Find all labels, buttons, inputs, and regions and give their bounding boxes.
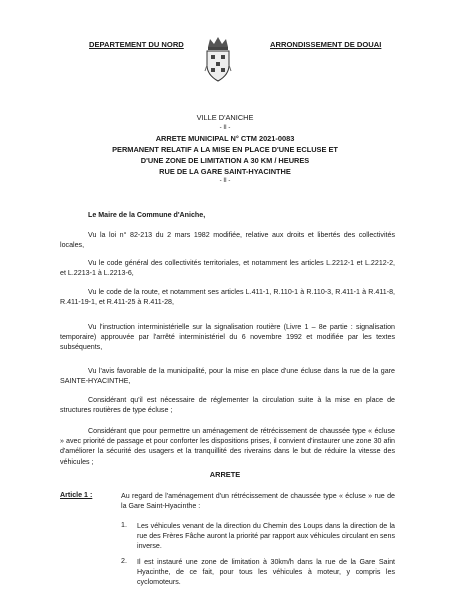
vu-paragraph-4: Vu l'instruction interministérielle sur la signalisation routière (Livre 1 – 8e partie : signalisation temporaire) approuvée par l'arrêté interministériel du 6 novembre 1992 et modifiée par les textes subséquents, bbox=[60, 323, 395, 352]
considerant-paragraph-1: Considérant qu'il est nécessaire de réglementer la circulation suite à la mise en place de structures routières de type écluse ; bbox=[60, 396, 395, 415]
article-1-label: Article 1 : bbox=[60, 491, 93, 499]
article-1-item-number: 2. bbox=[121, 557, 127, 565]
arrondissement-header: ARRONDISSEMENT DE DOUAI bbox=[270, 40, 382, 49]
article-1-item-number: 1. bbox=[121, 521, 127, 529]
considerant-paragraph-2: Considérant que pour permettre un aménagement de rétrécissement de chaussée type « écluse » avec priorité de passage et pour conforter les dispositions prises, il convient d'instaurer une zone 30 afin d'améliorer la sécurité des usagers et la tranquillité des riverains dans le but de réduire la vitesse des véhicules ; bbox=[60, 427, 395, 466]
town-name: VILLE D'ANICHE bbox=[196, 113, 254, 122]
vu-paragraph-1: Vu la loi n° 82-213 du 2 mars 1982 modifiée, relative aux droits et libertés des collectivités locales, bbox=[60, 231, 395, 250]
coat-of-arms-icon bbox=[203, 35, 233, 85]
separator-bottom: - II - bbox=[219, 178, 231, 184]
arrete-heading: ARRETE bbox=[209, 470, 241, 479]
title-line-3: D'UNE ZONE DE LIMITATION A 30 KM / HEURES bbox=[140, 156, 310, 165]
vu-paragraph-3: Vu le code de la route, et notamment ses articles L.411-1, R.110-1 à R.110-3, R.411-1 à R.411-8, R.411-19-1, et R.411-25 à R.411-28, bbox=[60, 288, 395, 307]
mayor-line: Le Maire de la Commune d'Aniche, bbox=[88, 211, 206, 219]
title-line-4: RUE DE LA GARE SAINT-HYACINTHE bbox=[159, 167, 291, 176]
vu-paragraph-2: Vu le code général des collectivités territoriales, et notamment les articles L.2212-1 et L.2212-2, et L.2213-1 à L.2213-6, bbox=[60, 259, 395, 278]
vu-paragraph-5: Vu l'avis favorable de la municipalité, pour la mise en place d'une écluse dans la rue de la gare SAINTE-HYACINTHE, bbox=[60, 367, 395, 386]
title-line-1: ARRETE MUNICIPAL N° CTM 2021-0083 bbox=[155, 134, 295, 143]
article-1-intro: Au regard de l'aménagement d'un rétrécissement de chaussée type « écluse » rue de la Gare Saint-Hyacinthe : bbox=[121, 492, 395, 511]
separator-top: - II - bbox=[219, 125, 231, 131]
article-1-item: Il est instauré une zone de limitation à 30km/h dans la rue de la Gare Saint Hyacinthe, de ce fait, pour tous les véhicules à moteur, y compris les cyclomoteurs. bbox=[137, 558, 395, 587]
title-line-2: PERMANENT RELATIF A LA MISE EN PLACE D'UNE ECLUSE ET bbox=[112, 145, 338, 154]
article-1-item: Les véhicules venant de la direction du Chemin des Loups dans la direction de la rue des Frères Fâche auront la priorité par rapport aux véhicules circulant en sens inverse. bbox=[137, 522, 395, 551]
department-header: DEPARTEMENT DU NORD bbox=[89, 40, 184, 49]
